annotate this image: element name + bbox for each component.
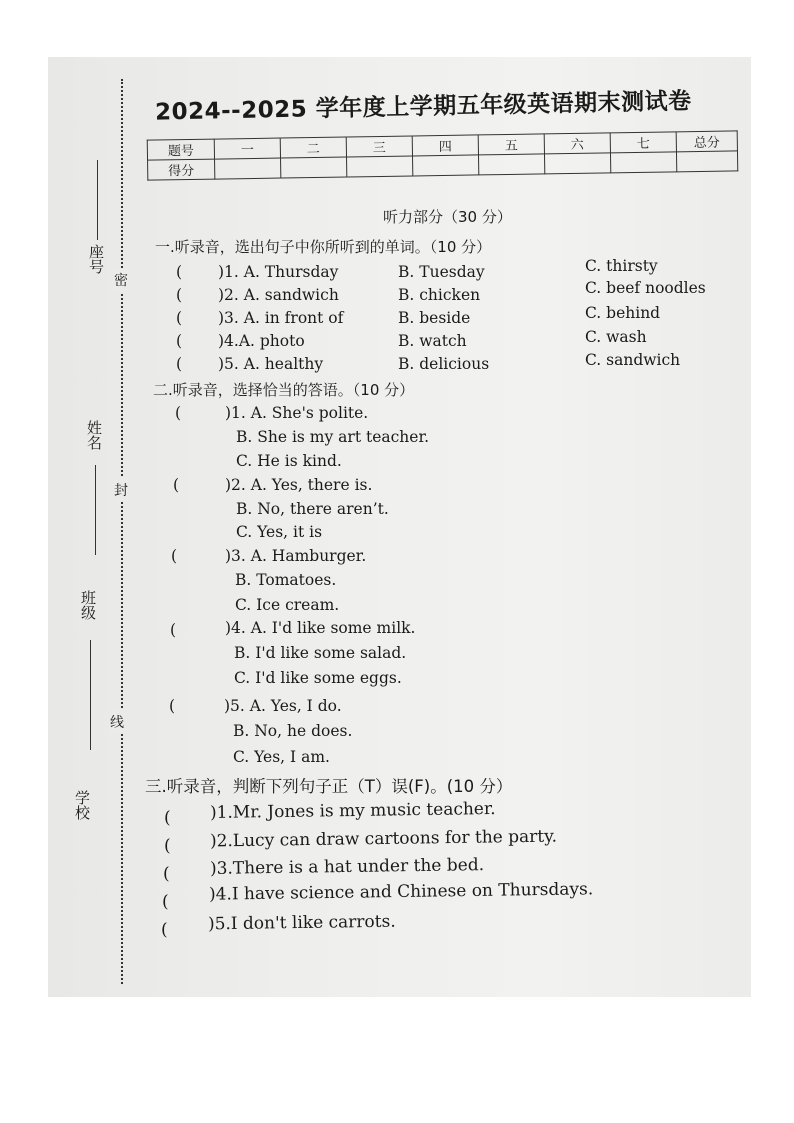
score-cell[interactable] <box>676 151 737 172</box>
row-label-question: 题号 <box>147 139 214 160</box>
part2-item-a: )3. A. Hamburger. <box>225 547 367 565</box>
score-cell[interactable] <box>544 153 610 174</box>
part2-item-b: B. I'd like some salad. <box>234 644 407 662</box>
listening-header: 听力部分（30 分） <box>383 208 512 226</box>
part2-item-c: C. Yes, I am. <box>233 748 330 766</box>
part1-item-a: )3. A. in front of <box>218 309 344 327</box>
part1-item-a: )5. A. healthy <box>218 355 324 373</box>
col-3: 三 <box>346 136 412 157</box>
part2-item-a: )1. A. She's polite. <box>225 404 369 422</box>
score-cell[interactable] <box>478 154 544 175</box>
seat-label: 座号 <box>87 244 105 274</box>
name-blank <box>95 465 96 555</box>
col-5: 五 <box>478 134 544 155</box>
seal-mark-mi: 密 <box>114 268 128 292</box>
part1-item-c: C. behind <box>585 304 661 322</box>
part1-item-b: B. chicken <box>398 286 481 304</box>
part1-item-c: C. thirsty <box>585 257 658 275</box>
part2-item-a: )4. A. I'd like some milk. <box>225 619 416 637</box>
answer-paren[interactable]: ( <box>164 808 171 828</box>
score-cell[interactable] <box>413 155 479 176</box>
part2-item-c: C. Yes, it is <box>236 523 323 541</box>
answer-paren[interactable]: ( <box>176 332 183 350</box>
part2-item-a: )5. A. Yes, I do. <box>224 697 342 715</box>
row-label-score: 得分 <box>148 159 215 180</box>
answer-paren[interactable]: ( <box>161 920 168 940</box>
part3-item: )3.There is a hat under the bed. <box>209 855 485 879</box>
part1-item-a: )1. A. Thursday <box>218 263 339 281</box>
seal-mark-xian: 线 <box>110 710 124 734</box>
answer-paren[interactable]: ( <box>176 309 183 327</box>
part1-item-a: )2. A. sandwich <box>218 286 339 304</box>
part3-item: )5.I don't like carrots. <box>207 911 396 935</box>
answer-paren[interactable]: ( <box>163 864 170 884</box>
part2-item-b: B. No, there aren’t. <box>236 500 389 518</box>
name-label: 姓名 <box>85 420 103 450</box>
part2-item-b: B. Tomatoes. <box>235 571 337 589</box>
part3-title: 三.听录音，判断下列句子正（T）误(F)。(10 分） <box>145 777 513 796</box>
part1-title: 一.听录音，选出句子中你所听到的单词。（10 分） <box>155 238 492 256</box>
school-label: 学校 <box>73 790 91 820</box>
score-cell[interactable] <box>281 157 347 178</box>
part2-item-b: B. She is my art teacher. <box>236 428 430 446</box>
seat-blank <box>97 160 98 240</box>
part1-item-b: B. beside <box>398 309 471 327</box>
exam-title: 2024--2025 学年度上学期五年级英语期末测试卷 <box>154 88 692 126</box>
col-4: 四 <box>412 135 478 156</box>
answer-paren[interactable]: ( <box>176 355 183 373</box>
col-6: 六 <box>544 133 610 154</box>
col-1: 一 <box>214 138 280 159</box>
part3-item: )4.I have science and Chinese on Thursdays. <box>208 879 594 905</box>
answer-paren[interactable]: ( <box>176 286 183 304</box>
score-cell[interactable] <box>347 156 413 177</box>
part2-item-a: )2. A. Yes, there is. <box>225 476 373 494</box>
answer-paren[interactable]: ( <box>175 404 182 422</box>
answer-paren[interactable]: ( <box>173 476 180 494</box>
score-cell[interactable] <box>610 152 676 173</box>
part1-item-b: B. delicious <box>398 355 490 373</box>
part2-item-c: C. He is kind. <box>236 452 342 470</box>
score-cell[interactable] <box>215 158 281 179</box>
class-blank <box>90 640 91 750</box>
col-2: 二 <box>280 137 346 158</box>
seal-mark-feng: 封 <box>114 478 128 502</box>
part2-item-b: B. No, he does. <box>233 722 353 740</box>
answer-paren[interactable]: ( <box>176 263 183 281</box>
fold-dotted-line <box>121 79 123 984</box>
answer-paren[interactable]: ( <box>162 892 169 912</box>
part1-item-b: B. Tuesday <box>398 263 485 281</box>
answer-paren[interactable]: ( <box>164 836 171 856</box>
part1-item-a: )4.A. photo <box>218 332 305 350</box>
class-label: 班级 <box>79 590 97 620</box>
part2-title: 二.听录音，选择恰当的答语。（10 分） <box>153 381 415 399</box>
answer-paren[interactable]: ( <box>171 547 178 565</box>
part2-item-c: C. Ice cream. <box>235 596 340 614</box>
answer-paren[interactable]: ( <box>169 697 176 715</box>
answer-paren[interactable]: ( <box>170 621 177 639</box>
col-total: 总分 <box>676 131 737 152</box>
part2-item-c: C. I'd like some eggs. <box>234 669 402 687</box>
part1-item-c: C. beef noodles <box>585 279 706 297</box>
part1-item-b: B. watch <box>398 332 467 350</box>
col-7: 七 <box>610 132 676 153</box>
part1-item-c: C. wash <box>585 328 647 346</box>
part3-item: )1.Mr. Jones is my music teacher. <box>209 799 496 823</box>
part3-item: )2.Lucy can draw cartoons for the party. <box>209 826 558 852</box>
part1-item-c: C. sandwich <box>585 351 681 369</box>
